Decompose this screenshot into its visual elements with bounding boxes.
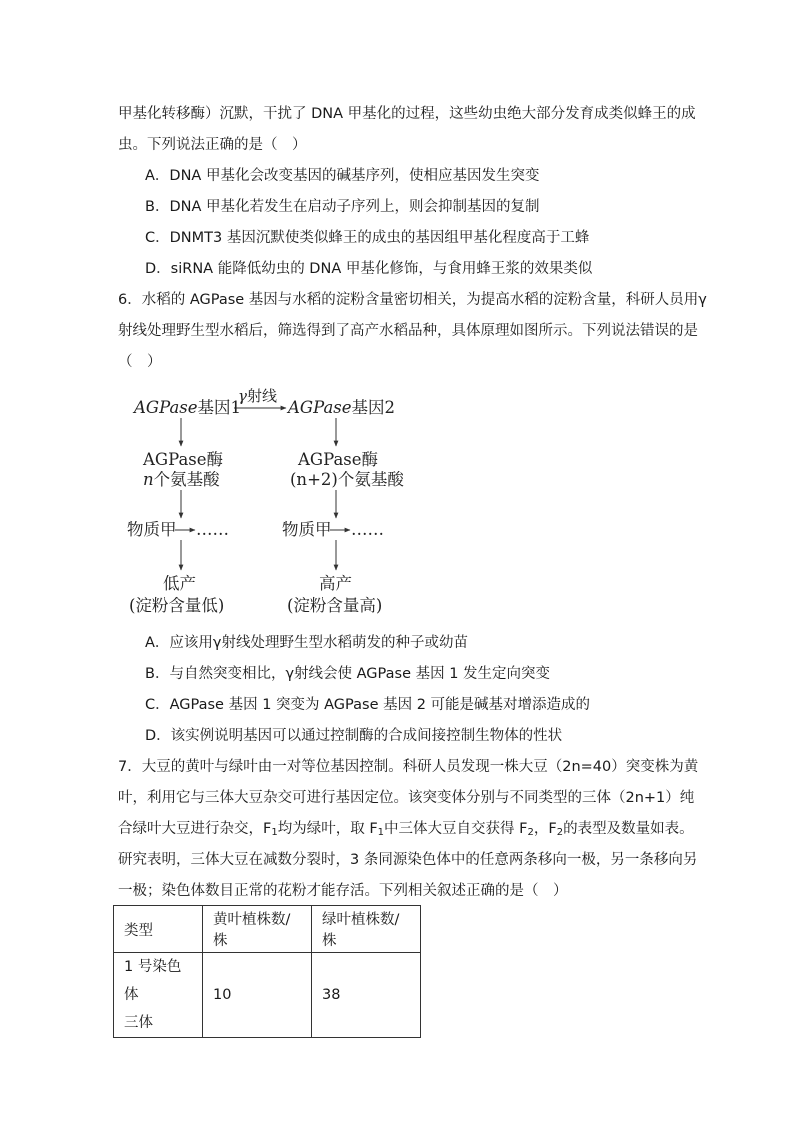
q7-data-table [113, 905, 421, 1038]
enzyme2-label: AGPase酶 [298, 450, 379, 469]
q6-option-d: D．该实例说明基因可以通过控制酶的合成间接控制生物体的性状 [145, 728, 563, 744]
aa2-label: (n+2)个氨基酸 [290, 470, 404, 489]
q7-stem-line-1: 7．大豆的黄叶与绿叶由一对等位基因控制。科研人员发现一株大豆（2n=40）突变株为黄 [118, 759, 699, 775]
gene2-suffix: 基因2 [351, 398, 396, 417]
aa1-label [143, 470, 220, 490]
cell-type [114, 953, 203, 1038]
cell-type-line-2: 三体 [124, 1015, 153, 1031]
q7-stem-line-5: 一极；染色体数目正常的花粉才能存活。下列相关叙述正确的是（ ） [118, 883, 568, 899]
table-row [114, 953, 421, 1038]
q7-stem-line-3: 合绿叶大豆进行杂交，$F_1$均为绿叶，取 $F_1$中三体大豆自交获得 $F_2$，$F_2$的表型及数量如表。 [118, 821, 694, 838]
starch1-label: (淀粉含量低) [129, 596, 225, 615]
q5-option-a: A．DNA 甲基化会改变基因的碱基序列，使相应基因发生突变 [145, 168, 540, 184]
q6-option-a: A．应该用γ射线处理野生型水稻萌发的种子或幼苗 [145, 635, 468, 651]
ray-text: 射线 [246, 387, 277, 405]
q7-stem-line-2: 叶，利用它与三体大豆杂交可进行基因定位。该突变体分别与不同类型的三体（2n+1）纯 [118, 790, 695, 806]
q6-stem-line-1: 6．水稻的 AGPase 基因与水稻的淀粉含量密切相关，为提高水稻的淀粉含量，科研人员用γ [118, 292, 707, 308]
q5-stem-line-2: 虫。下列说法正确的是（ ） [118, 137, 307, 153]
gamma-symbol: γ [238, 387, 247, 405]
gene2-name: AGPase [288, 398, 352, 417]
substance1-label: 物质甲 [127, 520, 177, 539]
substance2-label: 物质甲 [282, 520, 332, 539]
gene1-name: AGPase [134, 398, 198, 417]
dots-2: …… [351, 520, 384, 539]
aa1-n: n [143, 470, 154, 489]
q6-option-b: B．与自然突变相比，γ射线会使 AGPase 基因 1 发生定向突变 [145, 666, 551, 682]
cell-yellow-count: 10 [203, 953, 312, 1038]
header-yellow: 黄叶植株数/株 [203, 906, 312, 953]
q6-stem-line-2: 射线处理野生型水稻后，筛选得到了高产水稻品种，具体原理如图所示。下列说法错误的是 [118, 323, 698, 339]
cell-type-line-1: 1 号染色体 [124, 959, 182, 1003]
dots-1: …… [196, 520, 229, 539]
q7-stem-line-4: 研究表明，三体大豆在减数分裂时，3 条同源染色体中的任意两条移向一极，另一条移向另 [118, 852, 698, 868]
gene2-label [288, 398, 395, 418]
q5-stem-line-1: 甲基化转移酶）沉默，干扰了 DNA 甲基化的过程，这些幼虫绝大部分发育成类似蜂王的成 [118, 106, 696, 122]
cell-green-count: 38 [312, 953, 421, 1038]
enzyme1-label: AGPase酶 [143, 450, 224, 469]
q5-option-c: C．DNMT3 基因沉默使类似蜂王的成虫的基因组甲基化程度高于工蜂 [145, 230, 590, 246]
aa1-suffix: 个氨基酸 [153, 470, 220, 489]
q6-stem-line-3: （ ） [118, 354, 162, 370]
starch2-label: (淀粉含量高) [287, 596, 383, 615]
yield2-label: 高产 [319, 574, 352, 593]
ray-label [238, 386, 277, 406]
q5-option-d: D．siRNA 能降低幼虫的 DNA 甲基化修饰，与食用蜂王浆的效果类似 [145, 261, 593, 277]
gene1-suffix: 基因1 [197, 398, 242, 417]
gene1-label [134, 398, 241, 418]
yield1-label: 低产 [163, 574, 196, 593]
table-header-row [114, 906, 421, 953]
q6-option-c: C．AGPase 基因 1 突变为 AGPase 基因 2 可能是碱基对增添造成的 [145, 697, 591, 713]
q5-option-b: B．DNA 甲基化若发生在启动子序列上，则会抑制基因的复制 [145, 199, 540, 215]
header-green: 绿叶植株数/株 [312, 906, 421, 953]
header-type: 类型 [114, 906, 203, 953]
